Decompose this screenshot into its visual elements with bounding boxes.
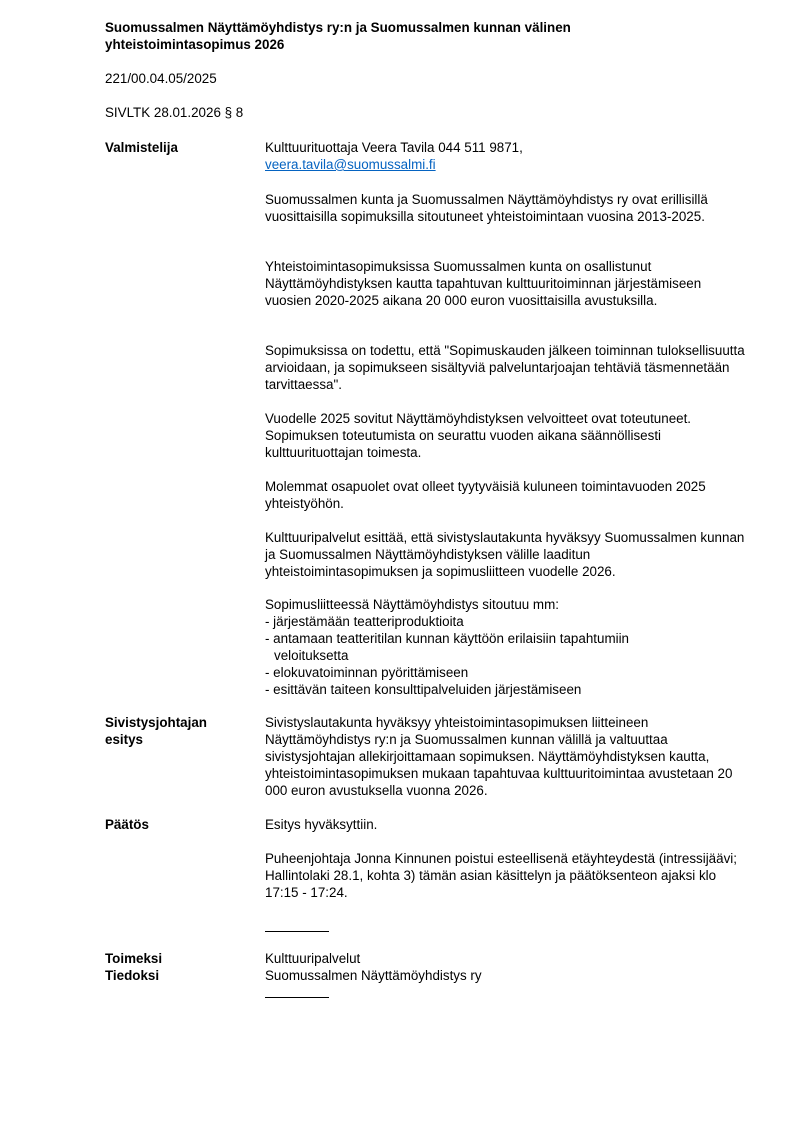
list-item: - järjestämään teatteriproduktioita xyxy=(265,614,464,629)
list-item: - elokuvatoiminnan pyörittämiseen xyxy=(265,665,469,680)
decision-note: Puheenjohtaja Jonna Kinnunen poistui esteellisenä etäyhteydestä (intressijäävi; Hallintolaki 28.1, kohta 3) tämän asian käsittelyn ja päätöksenteon ajaksi klo 17:15 - 17:24. xyxy=(265,851,737,900)
notification-label: Tiedoksi xyxy=(105,968,160,983)
preparer-label: Valmistelija xyxy=(105,140,178,155)
preparer-contact: Kulttuurituottaja Veera Tavila 044 511 9871, xyxy=(265,140,523,155)
assignment-label: Toimeksi xyxy=(105,951,163,966)
preparer-paragraph-3: Sopimuksissa on todettu, että "Sopimuskauden jälkeen toiminnan tuloksellisuutta arvioidaan, ja sopimukseen sisältyviä palveluntarjoajan tehtäviä täsmennetään tarvittaessa". xyxy=(265,343,745,392)
proposal-label-line-1: Sivistysjohtajan xyxy=(105,715,207,730)
preparer-paragraph-1: Suomussalmen kunta ja Suomussalmen Näyttämöyhdistys ry ovat erillisillä vuosittaisilla sopimuksilla sitoutuneet yhteistoimintaan vuosina 2013-2025. xyxy=(265,192,708,224)
notification-value: Suomussalmen Näyttämöyhdistys ry xyxy=(265,968,482,983)
preparer-section xyxy=(265,139,745,173)
list-item-continuation: veloituksetta xyxy=(274,648,349,663)
preparer-paragraph-4: Vuodelle 2025 sovitut Näyttämöyhdistyksen velvoitteet ovat toteutuneet. Sopimuksen toteutumista on seurattu vuoden aikana säännöllisesti kulttuurituottajan toimesta. xyxy=(265,411,692,460)
list-item: - antamaan teatteritilan kunnan käyttöön erilaisiin tapahtumiin xyxy=(265,631,629,646)
decision-label: Päätös xyxy=(105,817,149,832)
assignment-value: Kulttuuripalvelut xyxy=(265,951,361,966)
title-line-1: Suomussalmen Näyttämöyhdistys ry:n ja Suomussalmen kunnan välinen xyxy=(105,20,571,35)
decision-text: Esitys hyväksyttiin. xyxy=(265,817,378,832)
separator-line xyxy=(265,997,329,998)
proposal-text: Sivistyslautakunta hyväksyy yhteistoimintasopimuksen liitteineen Näyttämöyhdistys ry:n ja Suomussalmen kunnan välillä ja valtuuttaa sivistysjohtajan allekirjoittamaan sopimuksen. Näyttämöyhdistyksen kautta, yhteistoimintasopimuksen mukaan tapahtuvaa kulttuuritoimintaa avustetaan 20 000 euron avustuksella vuonna 2026. xyxy=(265,715,733,798)
list-item: - esittävän taiteen konsulttipalveluiden järjestämiseen xyxy=(265,682,582,697)
preparer-paragraph-6: Kulttuuripalvelut esittää, että sivistyslautakunta hyväksyy Suomussalmen kunnan ja Suomussalmen Näyttämöyhdistyksen välille laaditun yhteistoimintasopimuksen ja sopimusliitteen vuodelle 2026. xyxy=(265,530,745,579)
title-line-2: yhteistoimintasopimus 2026 xyxy=(105,37,285,52)
proposal-label xyxy=(105,714,255,748)
preparer-paragraph-2: Yhteistoimintasopimuksissa Suomussalmen kunta on osallistunut Näyttämöyhdistyksen kautta tapahtuvan kulttuuritoiminnan järjestämiseen vuosien 2020-2025 aikana 20 000 euron vuosittaisilla avustuksilla. xyxy=(265,259,702,308)
record-number: 221/00.04.05/2025 xyxy=(105,71,217,86)
separator-line xyxy=(265,931,329,932)
commitment-list xyxy=(265,596,745,698)
list-intro: Sopimusliitteessä Näyttämöyhdistys sitoutuu mm: xyxy=(265,597,559,612)
preparer-email-link[interactable]: veera.tavila@suomussalmi.fi xyxy=(265,157,436,172)
proposal-label-line-2: esitys xyxy=(105,732,143,747)
preparer-paragraph-5: Molemmat osapuolet ovat olleet tyytyväisiä kuluneen toimintavuoden 2025 yhteistyöhön. xyxy=(265,479,706,511)
meeting-reference: SIVLTK 28.01.2026 § 8 xyxy=(105,105,244,120)
document-title xyxy=(105,19,725,53)
